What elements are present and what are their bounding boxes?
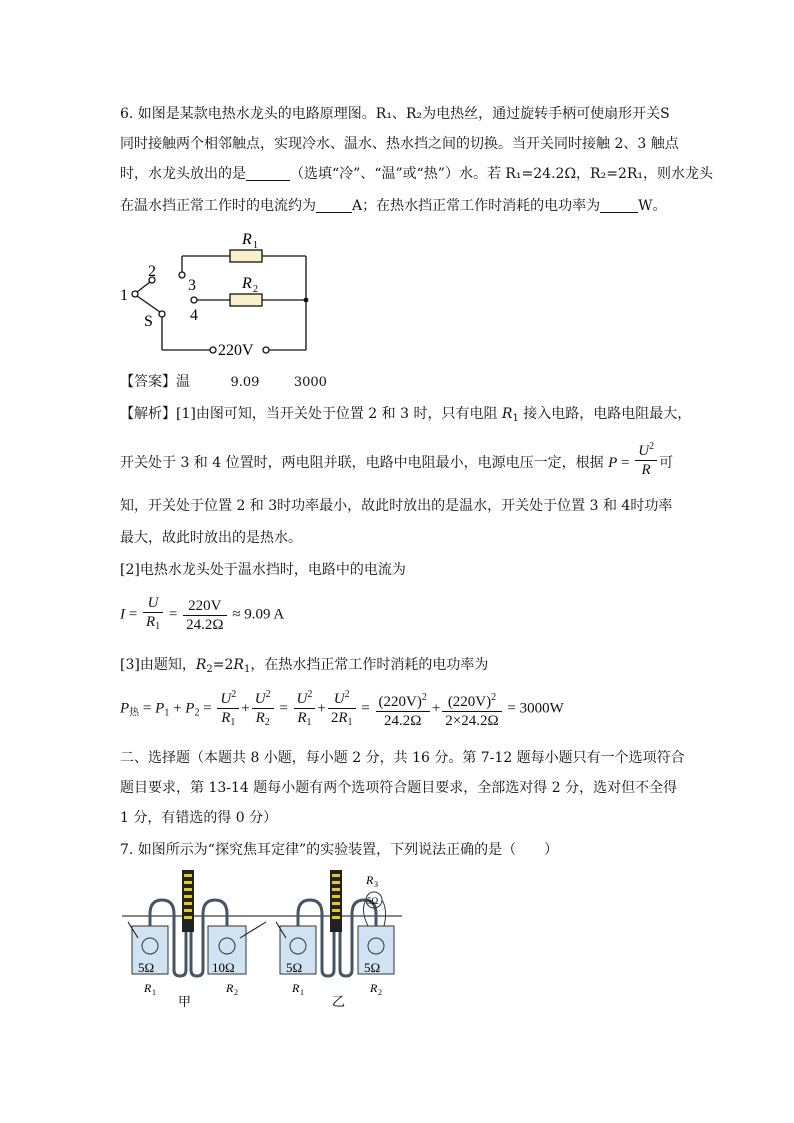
formula-power: P = $\frac{U^2}{R}$ — [608, 455, 659, 471]
r2-sub: 2 — [253, 284, 258, 295]
q6-line-4b: A；在热水挡正常工作时消耗的电功率为 — [352, 198, 601, 214]
blank-1[interactable] — [246, 166, 290, 181]
b-r3-sub: 3 — [374, 880, 378, 889]
a-r2-sub: 2 — [234, 988, 238, 997]
section2-line-1: 二、选择题（本题共 8 小题，每小题 2 分，共 16 分。第 7-12 题每小题只有一个选项符合 — [120, 750, 685, 766]
apparatus-b — [272, 870, 402, 1009]
q7-line-1: 7. 如图所示为“探究焦耳定律”的实验装置，下列说法正确的是（ ） — [120, 842, 559, 858]
a-r2-value: 10Ω — [212, 960, 235, 975]
b-r1-sub: 1 — [300, 988, 304, 997]
analysis-p1b: 接入电路，电路电阻最大， — [518, 406, 692, 422]
section2-line-3: 1 分，有错选的得 0 分） — [120, 810, 278, 826]
circuit-diagram — [112, 224, 322, 364]
analysis-line-6: [3]由题知，$R_2=2R_1$，在热水挡正常工作时消耗的电功率为 — [120, 657, 489, 675]
answer-2: 9.09 — [230, 375, 260, 390]
b-r3-value: 5Ω — [367, 896, 379, 906]
contact-1-label: 1 — [120, 287, 128, 304]
answer-row — [120, 372, 680, 393]
b-r2-value: 5Ω — [364, 960, 381, 975]
label-jia: 甲 — [178, 994, 192, 1009]
analysis-p6a: [3]由题知， — [120, 657, 196, 673]
q6-line-1: 6. 如图是某款电热水龙头的电路原理图。R₁、R₂为电热丝，通过旋转手柄可使扇形开关S — [120, 106, 670, 122]
analysis-label: 【解析】 — [120, 406, 176, 422]
q6-line-3 — [120, 164, 713, 184]
analysis-line-5: [2]电热水龙头处于温水挡时，电路中的电流为 — [120, 562, 406, 578]
analysis-p1a: [1]由图可知，当开关处于位置 2 和 3 时，只有电阻 — [176, 406, 502, 422]
contact-4-label: 4 — [190, 307, 198, 324]
b-r2-label: R — [370, 981, 378, 995]
analysis-p2a: 开关处于 3 和 4 位置时，两电阻并联，电路中电阻最小，电源电压一定，根据 — [120, 454, 609, 471]
b-r3-label: R — [366, 873, 374, 887]
voltage-label: 220V — [218, 342, 254, 359]
r1-sub: 1 — [253, 240, 258, 251]
switch-s-label: S — [144, 313, 153, 330]
q6-line-3b: （选填“冷”、“温”或“热”）水。若 R₁=24.2Ω，R₂=2R₁，则水龙头 — [290, 166, 713, 182]
contact-3-label: 3 — [188, 277, 196, 294]
joule-apparatus-figure — [118, 866, 408, 1016]
analysis-line-4: 最大，故此时放出的是热水。 — [120, 530, 302, 546]
q6-line-4c: W。 — [638, 198, 667, 214]
r1-label: R — [242, 231, 252, 248]
answer-3: 3000 — [293, 375, 327, 390]
resistor-r1 — [230, 250, 262, 262]
b-r1-value: 5Ω — [286, 960, 303, 975]
analysis-line-2 — [120, 441, 680, 479]
section2-line-2: 题目要求，第 13-14 题每小题有两个选项符合题目要求，全部选对得 2 分，选对但不全得 — [120, 780, 678, 796]
resistor-r2 — [230, 294, 262, 306]
q6-line-4 — [120, 196, 680, 216]
a-r1-label: R — [144, 981, 152, 995]
b-r1-label: R — [292, 981, 300, 995]
answer-label: 【答案】 — [120, 374, 176, 390]
analysis-line-3: 知，开关处于位置 2 和 3时功率最小，故此时放出的是温水，开关处于位置 3 和 4时功率 — [120, 498, 673, 514]
a-r1-sub: 1 — [152, 988, 156, 997]
label-yi: 乙 — [332, 994, 346, 1009]
blank-3[interactable] — [600, 198, 638, 213]
q6-line-2: 同时接触两个相邻触点，实现冷水、温水、热水挡之间的切换。当开关同时接触 2、3 触点 — [120, 136, 679, 152]
a-r1-value: 5Ω — [138, 960, 155, 975]
b-r2-sub: 2 — [378, 988, 382, 997]
answer-1: 温 — [176, 374, 190, 390]
a-r2-label: R — [226, 981, 234, 995]
q6-line-4a: 在温水挡正常工作时的电流约为 — [120, 198, 316, 214]
q6-line-3a: 时，水龙头放出的是 — [120, 166, 246, 182]
apparatus-a — [122, 870, 274, 1009]
analysis-p2b: 可 — [659, 454, 674, 471]
analysis-line-1: 【解析】[1]由图可知，当开关处于位置 2 和 3 时，只有电阻 $R_1$ 接入电路，电路电阻最大， — [120, 406, 692, 424]
analysis-p6b: ，在热水挡正常工作时消耗的电功率为 — [250, 657, 489, 673]
blank-2[interactable] — [316, 198, 352, 213]
r2-label: R — [242, 275, 252, 292]
equation-power: $P_热 = P_1 + P_2$ = $\frac{U^2}{R_1}$ + $\frac{U^2}{R_2}$ = $\frac{U^2}{R_1}$ + $\frac{U^2}{2R_1}$ = $\frac{(220V)^2}{24.2\Omega}$ + $\frac{(220V)^2}{2\times 24.2\Omega}$ = 3000W — [120, 686, 564, 732]
equation-current: I = $\frac{U}{R_1}$ = $\frac{220V}{24.2\Omega}$ ≈ 9.09 A — [120, 595, 285, 633]
contact-2-label: 2 — [148, 263, 156, 280]
